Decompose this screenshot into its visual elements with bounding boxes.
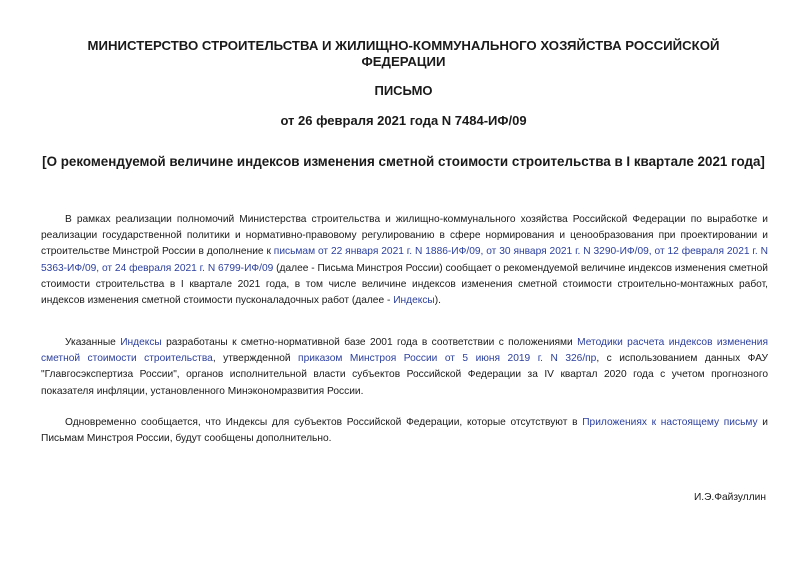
link-methodology[interactable]: Методики расчета индексов изменения сметной стоимости строительства xyxy=(41,337,768,365)
p1-text-3: ). xyxy=(434,295,441,307)
p1-text-2: (далее - Письма Минстроя России) сообщает о рекомендуемой величине индексов изменения сметной стоимости строительства в I квартале 2021 года, в том числе величине индексов изменения сметной стоимости строительно-монтажных работ, индексов изменения сметной стоимости пусконаладочных работ (далее - xyxy=(41,262,768,307)
document-date: от 26 февраля 2021 года N 7484-ИФ/09 xyxy=(280,113,527,128)
p3-text-2: и Письмам Минстроя России, будут сообщены дополнительно. xyxy=(41,417,768,445)
link-order-326[interactable]: приказом Минстроя России от 5 июня 2019 г. N 326/пр xyxy=(298,353,597,365)
link-previous-letters[interactable]: письмам от 22 января 2021 г. N 1886-ИФ/09, от 30 января 2021 г. N 3290-ИФ/09, от 12 февраля 2021 г. N 5363-ИФ/09, от 24 февраля 2021 г. N 6799-ИФ/09 xyxy=(41,246,768,274)
p2-text-3: , утвержденной xyxy=(212,353,299,365)
signature: И.Э.Файзуллин xyxy=(693,492,766,503)
p2-text-4: , с использованием данных ФАУ "Главгосэкспертиза России", органов исполнительной власти субъектов Российской Федерации за IV квартал 2020 года с учетом прогнозного показателя инфляции, установленного Минэкономразвития России. xyxy=(41,353,768,397)
document-subject: [О рекомендуемой величине индексов изменения сметной стоимости строительства в I квартале 2021 года] xyxy=(42,154,765,169)
p1-text-1: В рамках реализации полномочий Министерства строительства и жилищно-коммунального хозяйства Российской Федерации по выработке и реализации государственной политики и нормативно-правовому регулированию в сфере нормирования и ценообразования при проектировании и строительстве Минстрой России в дополнение к xyxy=(41,214,768,258)
link-indexes-2[interactable]: Индексы xyxy=(120,337,162,348)
link-appendices[interactable]: Приложениях к настоящему письму xyxy=(582,417,758,428)
p2-text-2: разработаны к сметно-нормативной базе 2001 года в соответствии с положениями xyxy=(161,337,578,348)
paragraph-3 xyxy=(41,415,768,447)
ministry-title: МИНИСТЕРСТВО СТРОИТЕЛЬСТВА И ЖИЛИЩНО-КОММУНАЛЬНОГО ХОЗЯЙСТВА РОССИЙСКОЙ ФЕДЕРАЦИИ xyxy=(87,38,720,69)
p2-text-1: Указанные xyxy=(65,337,121,348)
p3-text-1: Одновременно сообщается, что Индексы для субъектов Российской Федерации, которые отсутствуют в xyxy=(65,417,583,428)
paragraph-1 xyxy=(41,212,768,309)
paragraph-2 xyxy=(41,335,768,400)
link-indexes[interactable]: Индексы xyxy=(393,295,435,307)
document-type: ПИСЬМО xyxy=(374,83,433,98)
